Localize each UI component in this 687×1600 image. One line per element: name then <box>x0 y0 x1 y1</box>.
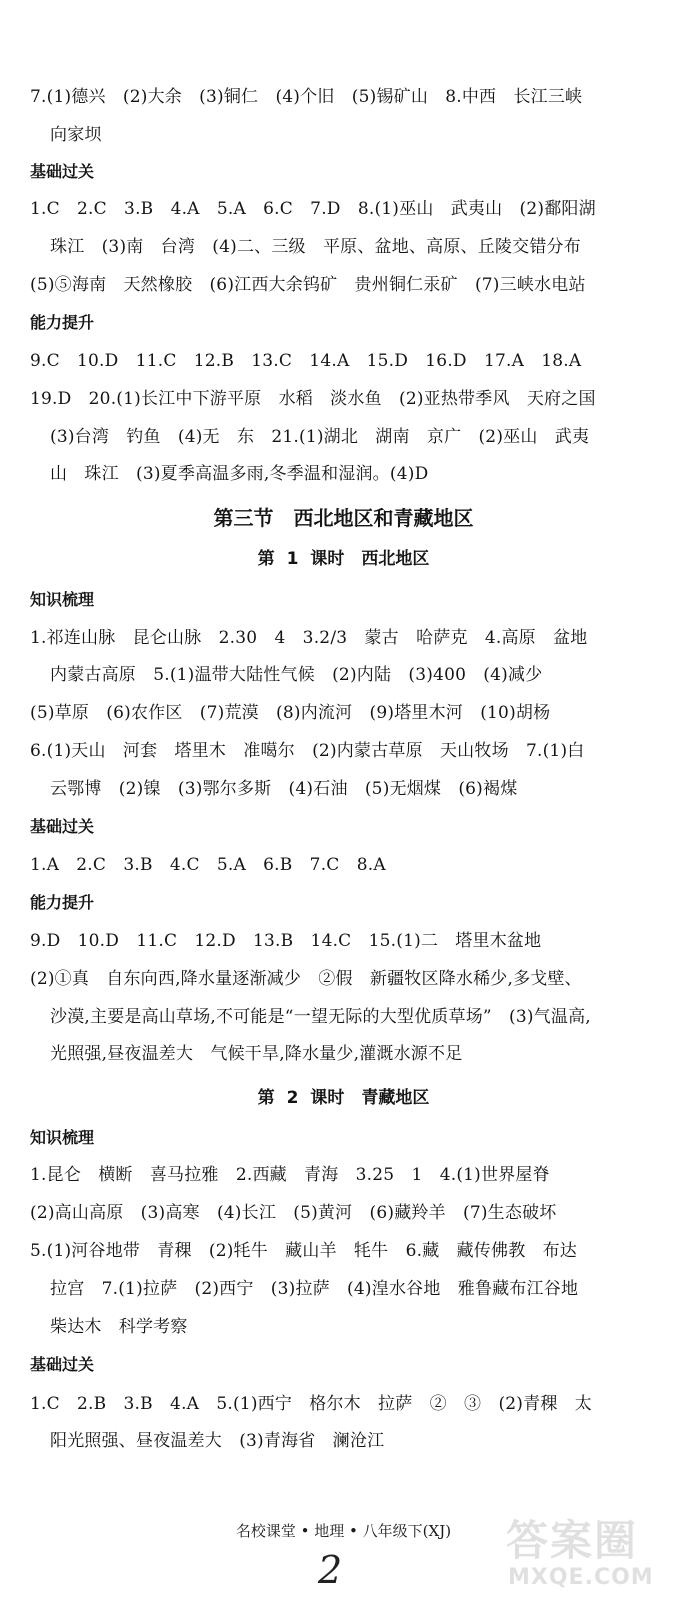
answer-line: (3)台湾 钓鱼 (4)无 东 21.(1)湖北 湖南 京广 (2)巫山 武夷 <box>50 427 590 447</box>
watermark-text: 答案圈 <box>506 1516 639 1565</box>
section-heading: 能力提升 <box>30 893 95 912</box>
answer-line: 内蒙古高原 5.(1)温带大陆性气候 (2)内陆 (3)400 (4)减少 <box>50 665 543 685</box>
answer-line: 5.(1)河谷地带 青稞 (2)牦牛 藏山羊 牦牛 6.藏 藏传佛教 布达 <box>30 1241 577 1261</box>
watermark-logo <box>500 1518 680 1596</box>
answer-line: 6.(1)天山 河套 塔里木 准噶尔 (2)内蒙古草原 天山牧场 7.(1)白 <box>30 741 585 761</box>
section-title: 第三节 西北地区和青藏地区 <box>213 506 474 530</box>
answer-line: 1.祁连山脉 昆仑山脉 2.30 4 3.2/3 蒙古 哈萨克 4.高原 盆地 <box>30 628 588 648</box>
answer-line: 9.D 10.D 11.C 12.D 13.B 14.C 15.(1)二 塔里木盆地 <box>30 931 542 951</box>
answer-line: 云鄂博 (2)镍 (3)鄂尔多斯 (4)石油 (5)无烟煤 (6)褐煤 <box>50 779 518 799</box>
answer-line: 珠江 (3)南 台湾 (4)二、三级 平原、盆地、高原、丘陵交错分布 <box>50 237 581 257</box>
answer-line: 阳光照强、昼夜温差大 (3)青海省 澜沧江 <box>50 1431 385 1451</box>
answer-line: 山 珠江 (3)夏季高温多雨,冬季温和湿润。(4)D <box>50 464 429 484</box>
answer-line: 向家坝 <box>50 125 102 145</box>
section-heading: 基础过关 <box>30 162 95 181</box>
answer-line: (5)⑤海南 天然橡胶 (6)江西大余钨矿 贵州铜仁汞矿 (7)三峡水电站 <box>30 275 586 295</box>
watermark-url: MXQE.COM <box>508 1565 654 1590</box>
page-number: 2 <box>318 1548 343 1592</box>
answer-line: 拉宫 7.(1)拉萨 (2)西宁 (3)拉萨 (4)湟水谷地 雅鲁藏布江谷地 <box>50 1279 579 1299</box>
section-heading: 知识梳理 <box>30 590 95 609</box>
answer-line: 柴达木 科学考察 <box>50 1317 188 1337</box>
answer-line: 1.C 2.B 3.B 4.A 5.(1)西宁 格尔木 拉萨 ② ③ (2)青稞 太 <box>30 1394 592 1414</box>
answer-line: (2)①真 自东向西,降水量逐渐减少 ②假 新疆牧区降水稀少,多戈壁、 <box>30 969 582 989</box>
answer-line: 9.C 10.D 11.C 12.B 13.C 14.A 15.D 16.D 17.A 18.A <box>30 351 582 371</box>
section-heading: 基础过关 <box>30 1355 95 1374</box>
section-heading: 能力提升 <box>30 313 95 332</box>
section-heading: 知识梳理 <box>30 1128 95 1147</box>
answer-line: (5)草原 (6)农作区 (7)荒漠 (8)内流河 (9)塔里木河 (10)胡杨 <box>30 703 551 723</box>
answer-line: 1.A 2.C 3.B 4.C 5.A 6.B 7.C 8.A <box>30 855 386 875</box>
answer-line: 19.D 20.(1)长江中下游平原 水稻 淡水鱼 (2)亚热带季风 天府之国 <box>30 389 596 409</box>
answer-line: 1.C 2.C 3.B 4.A 5.A 6.C 7.D 8.(1)巫山 武夷山 (2)鄱阳湖 <box>30 199 596 219</box>
answer-line: 1.昆仑 横断 喜马拉雅 2.西藏 青海 3.25 1 4.(1)世界屋脊 <box>30 1165 550 1185</box>
answer-line: 7.(1)德兴 (2)大余 (3)铜仁 (4)个旧 (5)锡矿山 8.中西 长江三峡 <box>30 87 583 107</box>
lesson-title: 第 2 课时 青藏地区 <box>257 1088 430 1108</box>
page-footer: 名校课堂 • 地理 • 八年级下(XJ) <box>235 1522 452 1540</box>
answer-line: 沙漠,主要是高山草场,不可能是“一望无际的大型优质草场” (3)气温高, <box>50 1007 591 1027</box>
section-heading: 基础过关 <box>30 817 95 836</box>
answer-line: 光照强,昼夜温差大 气候干旱,降水量少,灌溉水源不足 <box>50 1044 463 1064</box>
lesson-title: 第 1 课时 西北地区 <box>257 549 430 569</box>
answer-line: (2)高山高原 (3)高寒 (4)长江 (5)黄河 (6)藏羚羊 (7)生态破坏 <box>30 1203 557 1223</box>
